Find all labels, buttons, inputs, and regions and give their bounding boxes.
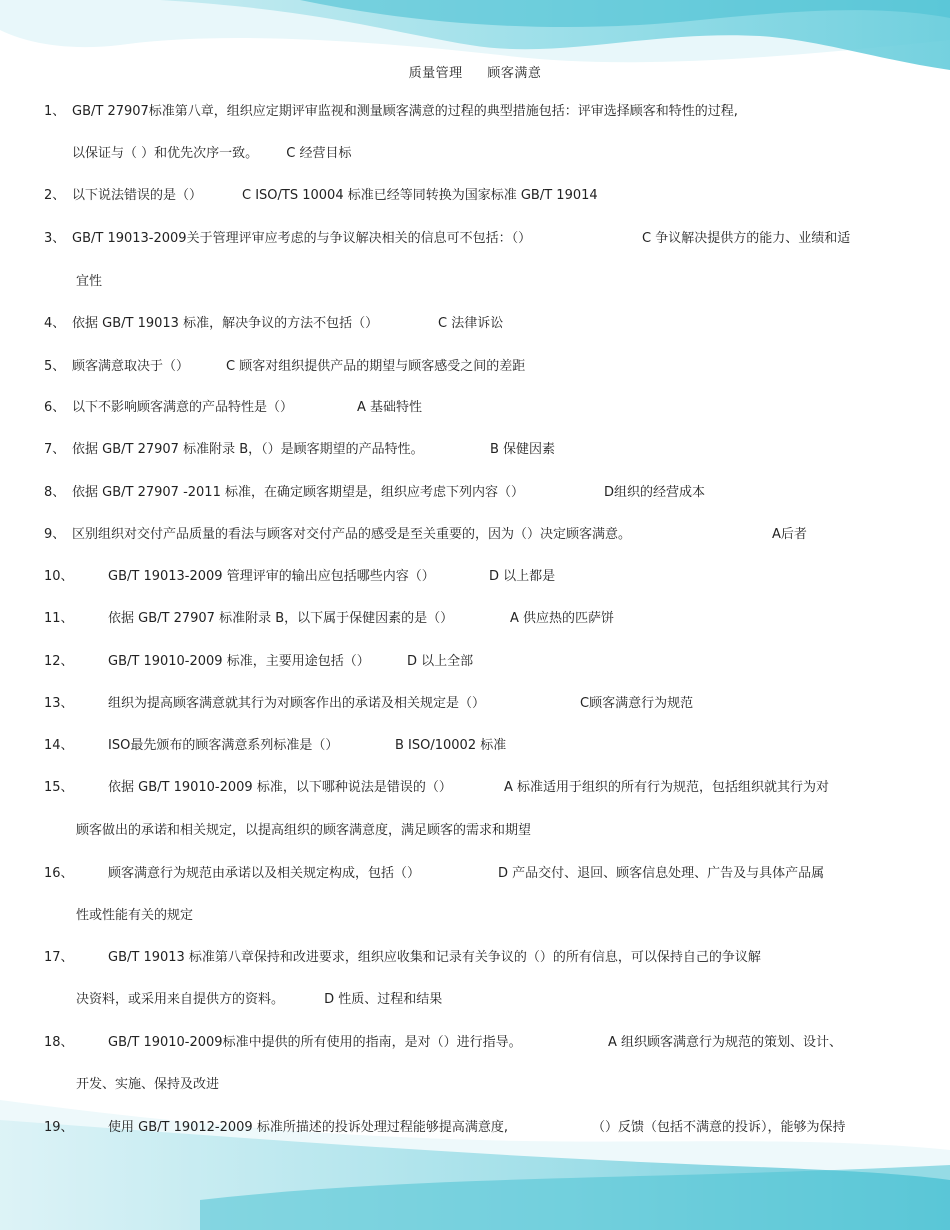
answer-text: C顾客满意行为规范 [580,696,694,711]
question-text-cont [76,992,442,1008]
question-text: 顾客满意取决于（） [72,359,190,374]
answer-text: D组织的经营成本 [604,485,706,500]
question-text: 以下说法错误的是（） [72,188,203,203]
question-text: GB/T 27907标准第八章，组织应定期评审监视和测量顾客满意的过程的典型措施包括：评审选择顾客和特性的过程, [72,104,738,119]
question-text: GB/T 19013 标准第八章保持和改进要求，组织应收集和记录有关争议的（）的所有信息，可以保持自己的争议解 [108,950,761,965]
question-18: 18、 [44,1035,74,1050]
question-text: 依据 GB/T 27907 标准附录 B，以下属于保健因素的是（） [108,611,454,626]
question-6: 6、 [44,400,66,415]
answer-text: C 经营目标 [286,146,352,161]
question-15: 15、 [44,780,74,795]
question-10: 10、 [44,569,74,584]
answer-text-cont: 开发、实施、保持及改进 [76,1077,220,1092]
question-text: 依据 GB/T 19013 标准，解决争议的方法不包括（） [72,316,379,331]
question-19: 19、 [44,1120,74,1135]
question-3: 3、 [44,231,66,246]
question-1 [44,104,65,120]
question-17: 17、 [44,950,74,965]
question-text: 使用 GB/T 19012-2009 标准所描述的投诉处理过程能够提高满意度, [108,1120,508,1135]
question-text-cont [72,146,352,162]
answer-text: C 法律诉讼 [438,316,504,331]
question-text-line2: 决资料，或采用来自提供方的资料。 [76,992,285,1007]
answer-text: B 保健因素 [490,442,556,457]
answer-text: C ISO/TS 10004 标准已经等同转换为国家标准 GB/T 19014 [242,188,598,203]
title-right: 顾客满意 [487,66,542,81]
question-13: 13、 [44,696,74,711]
question-text-line2: 以保证与（ ）和优先次序一致。 [72,146,259,161]
answer-text-cont: 宜性 [76,274,103,289]
answer-text: （）反馈（包括不满意的投诉），能够为保持 [592,1120,846,1135]
question-14: 14、 [44,738,74,753]
question-text: 依据 GB/T 19010-2009 标准，以下哪种说法是错误的（） [108,780,452,795]
question-text: GB/T 19010-2009标准中提供的所有使用的指南，是对（）进行指导。 [108,1035,522,1050]
question-2: 2、 [44,188,66,203]
question-text: GB/T 19010-2009 标准，主要用途包括（） [108,654,370,669]
question-8: 8、 [44,485,66,500]
question-text: GB/T 19013-2009关于管理评审应考虑的与争议解决相关的信息可不包括：（） [72,231,532,246]
page-title [0,62,950,81]
question-9: 9、 [44,527,66,542]
question-text: ISO最先颁布的顾客满意系列标准是（） [108,738,339,753]
answer-text: C 争议解决提供方的能力、业绩和适 [642,231,851,246]
answer-text: A后者 [772,527,807,542]
answer-text: A 供应热的匹萨饼 [510,611,615,626]
question-text: GB/T 19013-2009 管理评审的输出应包括哪些内容（） [108,569,435,584]
answer-text: B ISO/10002 标准 [395,738,507,753]
answer-text: A 标准适用于组织的所有行为规范，包括组织就其行为对 [504,780,830,795]
question-5: 5、 [44,359,66,374]
question-16: 16、 [44,866,74,881]
question-text: 区别组织对交付产品质量的看法与顾客对交付产品的感受是至关重要的，因为（）决定顾客满意。 [72,527,632,542]
title-left: 质量管理 [408,66,463,81]
question-12: 12、 [44,654,74,669]
answer-text: A 组织顾客满意行为规范的策划、设计、 [608,1035,843,1050]
answer-text: D 以上全部 [407,654,474,669]
question-11: 11、 [44,611,74,626]
question-text: 组织为提高顾客满意就其行为对顾客作出的承诺及相关规定是（） [108,696,486,711]
answer-text: D 性质、过程和结果 [324,992,443,1007]
answer-text-cont: 性或性能有关的规定 [76,908,194,923]
question-number: 1、 [44,104,66,119]
question-text: 依据 GB/T 27907 标准附录 B，（）是顾客期望的产品特性。 [72,442,424,457]
answer-text: C 顾客对组织提供产品的期望与顾客感受之间的差距 [226,359,526,374]
answer-text: A 基础特性 [357,400,423,415]
question-text: 顾客满意行为规范由承诺以及相关规定构成，包括（） [108,866,421,881]
question-4: 4、 [44,316,66,331]
answer-text: D 以上都是 [489,569,556,584]
answer-text-cont: 顾客做出的承诺和相关规定，以提高组织的顾客满意度，满足顾客的需求和期望 [76,823,532,838]
answer-text: D 产品交付、退回、顾客信息处理、广告及与具体产品属 [498,866,825,881]
question-text: 依据 GB/T 27907 -2011 标准，在确定顾客期望是，组织应考虑下列内容（） [72,485,524,500]
question-text: 以下不影响顾客满意的产品特性是（） [72,400,294,415]
question-7: 7、 [44,442,66,457]
